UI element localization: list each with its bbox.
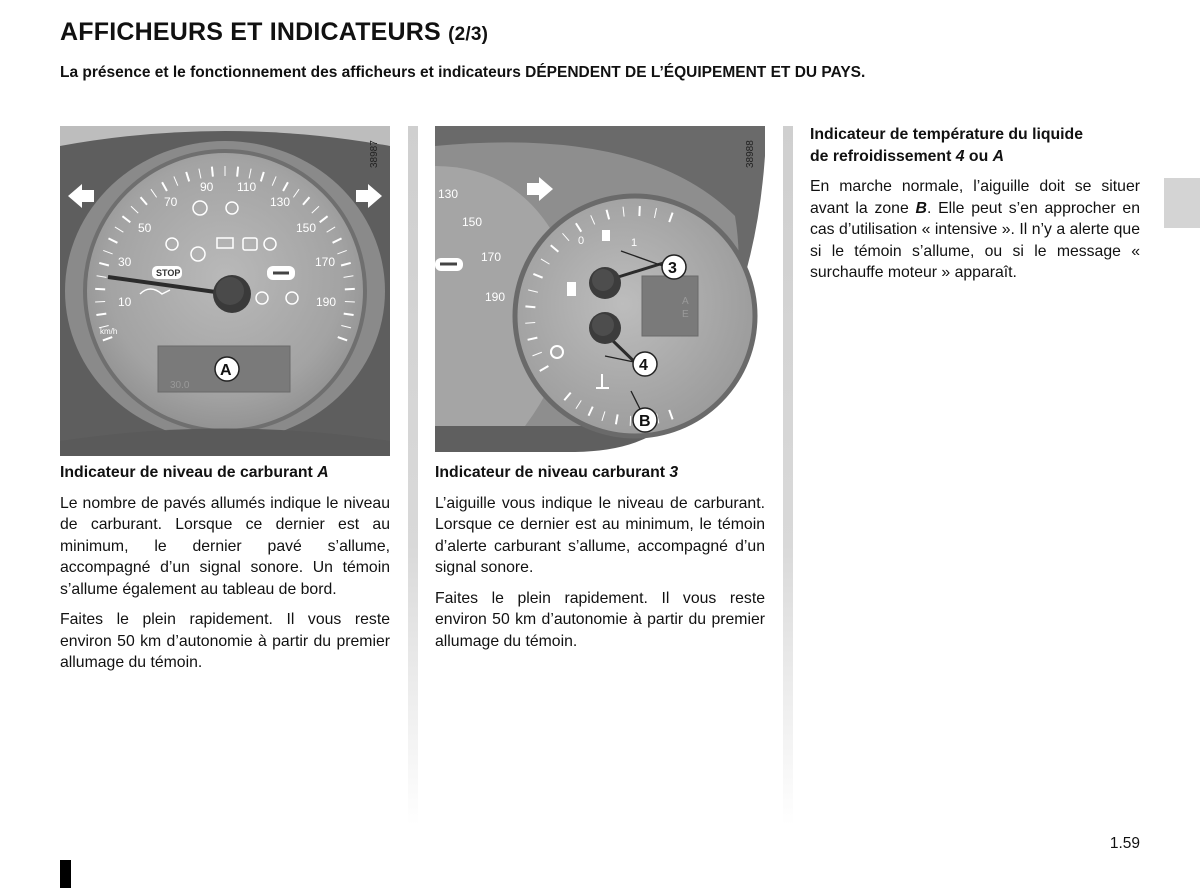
lcd-letter-a: A [682,296,689,307]
heading-fuel-level-3 [435,462,765,484]
column-separator [783,126,793,826]
corner-mark [60,860,71,888]
speed-label-150: 150 [462,215,483,229]
paragraph: Le nombre de pavés allumés indique le niveau de carburant. Lorsque ce dernier est au minimum, le dernier pavé s’allume, accompagné d’un signal sonore. Un témoin s’allume également au tableau de bord. [60,494,390,598]
speedometer-figure [60,126,390,456]
gauges-figure [435,126,765,456]
tick-mark [525,306,535,307]
column-left [60,462,390,683]
callout-a-label: A [220,362,232,379]
wrench-badge [435,258,463,271]
speed-label-150: 150 [296,221,317,235]
page-title [60,18,488,47]
speed-label-110: 110 [237,180,257,194]
page-number: 1.59 [1109,835,1140,852]
callout-b-label: B [639,413,651,430]
tick-mark [212,167,213,177]
speed-label-10: 10 [118,295,132,309]
tick-mark [345,289,355,290]
heading-ref: 3 [669,464,679,481]
tick-mark [95,289,105,290]
lcd-display [642,276,698,336]
heading-or: ou [968,147,989,165]
heading-text: Indicateur de niveau carburant [435,464,665,481]
tick-mark [525,323,535,324]
lcd-reading: 30.0 [170,380,190,391]
speedometer-illustration [60,126,390,456]
gauge-label-1: 1 [631,237,638,249]
speed-label-130: 130 [270,195,291,209]
lcd-letter-e: E [682,309,689,320]
speed-label-130: 130 [438,187,459,201]
title-text: AFFICHEURS ET INDICATEURS [60,18,441,46]
paragraph-text-a: En marche normale, l’aiguille doit se situer avant la zone [810,178,1140,217]
speed-label-190: 190 [316,295,337,309]
figure-code-middle: 38988 [745,140,756,168]
paragraph: L’aiguille vous indique le niveau de carburant. Lorsque ce dernier est au minimum, le témoin d’alerte carburant s’allume, accompagné d’un signal sonore. [435,494,765,576]
heading-coolant-temperature [810,124,1140,167]
stop-badge [152,266,182,279]
heading-text: Indicateur de niveau de carburant [60,464,313,481]
figure-code-left: 38987 [369,140,380,168]
heading-ref-a: A [992,147,1005,165]
tick-mark [237,167,238,177]
speed-label-170: 170 [315,255,336,269]
column-separator [408,126,418,826]
column-right [810,124,1140,293]
paragraph: Faites le plein rapidement. Il vous reste environ 50 km d’autonomie à partir du premier allumage du témoin. [60,611,390,671]
paragraph [810,176,1140,284]
heading-ref-4: 4 [955,147,965,165]
gauge-label-0: 0 [578,235,585,247]
speed-label-190: 190 [485,290,506,304]
zone-ref-b: B [915,199,927,217]
title-part: (2/3) [448,24,489,45]
speed-label-170: 170 [481,250,502,264]
heading-ref: A [317,464,329,481]
heading-line-1: Indicateur de température du liquide [810,126,1083,143]
column-middle [435,462,765,661]
page-subtitle: La présence et le fonctionnement des afficheurs et indicateurs DÉPENDENT DE L’ÉQUIPEMENT ET DU PAYS. [60,64,866,81]
wrench-badge [267,266,295,280]
callout-4-label: 4 [639,357,648,374]
speed-label-50: 50 [138,221,152,235]
speed-label-30: 30 [118,255,132,269]
speed-label-70: 70 [164,195,178,209]
heading-line-2: de refroidissement [810,147,952,165]
paragraph-text-b: . Elle peut s’en approcher en cas d’utilisation « intensive ». Il n’y a alerte que si le témoin s’allume, ou si le message « surchauffe moteur » apparaît. [810,199,1140,281]
heading-fuel-level-a [60,462,390,484]
section-tab [1164,178,1200,228]
callout-3-label: 3 [668,260,677,277]
callout-a [215,357,239,381]
paragraph: Faites le plein rapidement. Il vous reste environ 50 km d’autonomie à partir du premier allumage du témoin. [435,589,765,650]
gauges-illustration [435,126,765,456]
speed-label-90: 90 [200,180,214,194]
stop-label: STOP [156,268,181,278]
speed-unit: km/h [100,327,118,336]
